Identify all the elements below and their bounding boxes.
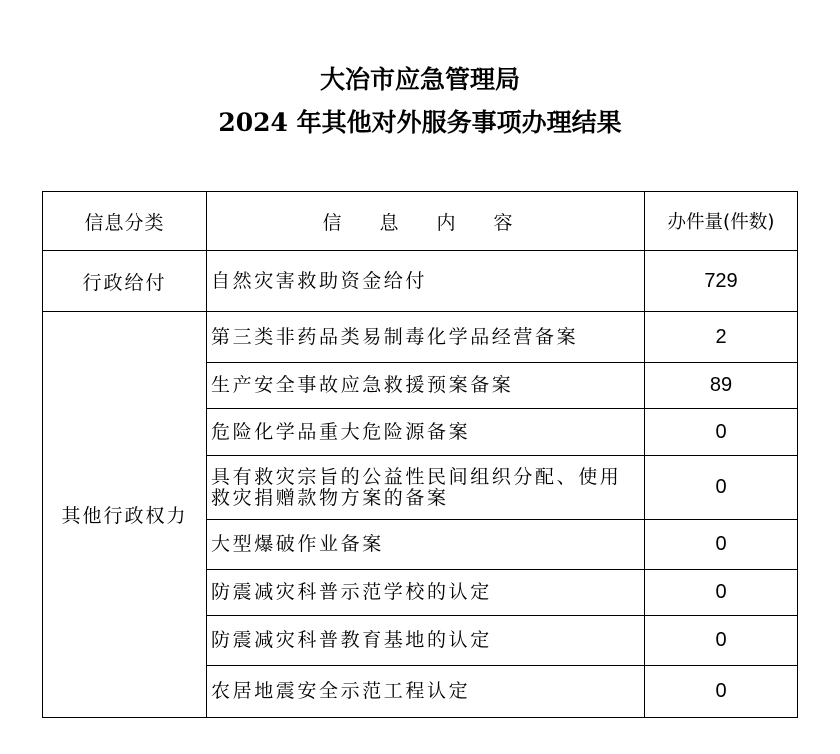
category-cell: 行政给付 [43,251,207,312]
count-cell: 0 [645,666,798,718]
count-cell: 0 [645,570,798,616]
count-cell: 0 [645,456,798,520]
count-cell: 89 [645,363,798,409]
category-cell: 其他行政权力 [43,312,207,718]
header-count: 办件量(件数) [645,192,798,251]
count-cell: 0 [645,409,798,456]
count-cell: 729 [645,251,798,312]
content-cell: 生产安全事故应急救援预案备案 [207,363,645,409]
content-cell: 农居地震安全示范工程认定 [207,666,645,718]
title-line-2: 2024 年其他对外服务事项办理结果 [218,108,622,137]
table-row [43,312,798,363]
content-cell: 第三类非药品类易制毒化学品经营备案 [207,312,645,363]
content-cell: 危险化学品重大危险源备案 [207,409,645,456]
content-cell: 具有救灾宗旨的公益性民间组织分配、使用救灾捐赠款物方案的备案 [207,456,645,520]
count-cell: 2 [645,312,798,363]
table-row [43,251,798,312]
table-header-row [43,192,798,251]
content-cell: 防震减灾科普示范学校的认定 [207,570,645,616]
header-category: 信息分类 [43,192,207,251]
count-cell: 0 [645,520,798,570]
count-cell: 0 [645,616,798,666]
content-cell: 防震减灾科普教育基地的认定 [207,616,645,666]
title-line-1: 大冶市应急管理局 [319,65,520,94]
content-cell: 大型爆破作业备案 [207,520,645,570]
header-content: 信 息 内 容 [207,192,645,251]
results-table [42,191,798,718]
content-cell: 自然灾害救助资金给付 [207,251,645,312]
document-title [0,58,840,144]
